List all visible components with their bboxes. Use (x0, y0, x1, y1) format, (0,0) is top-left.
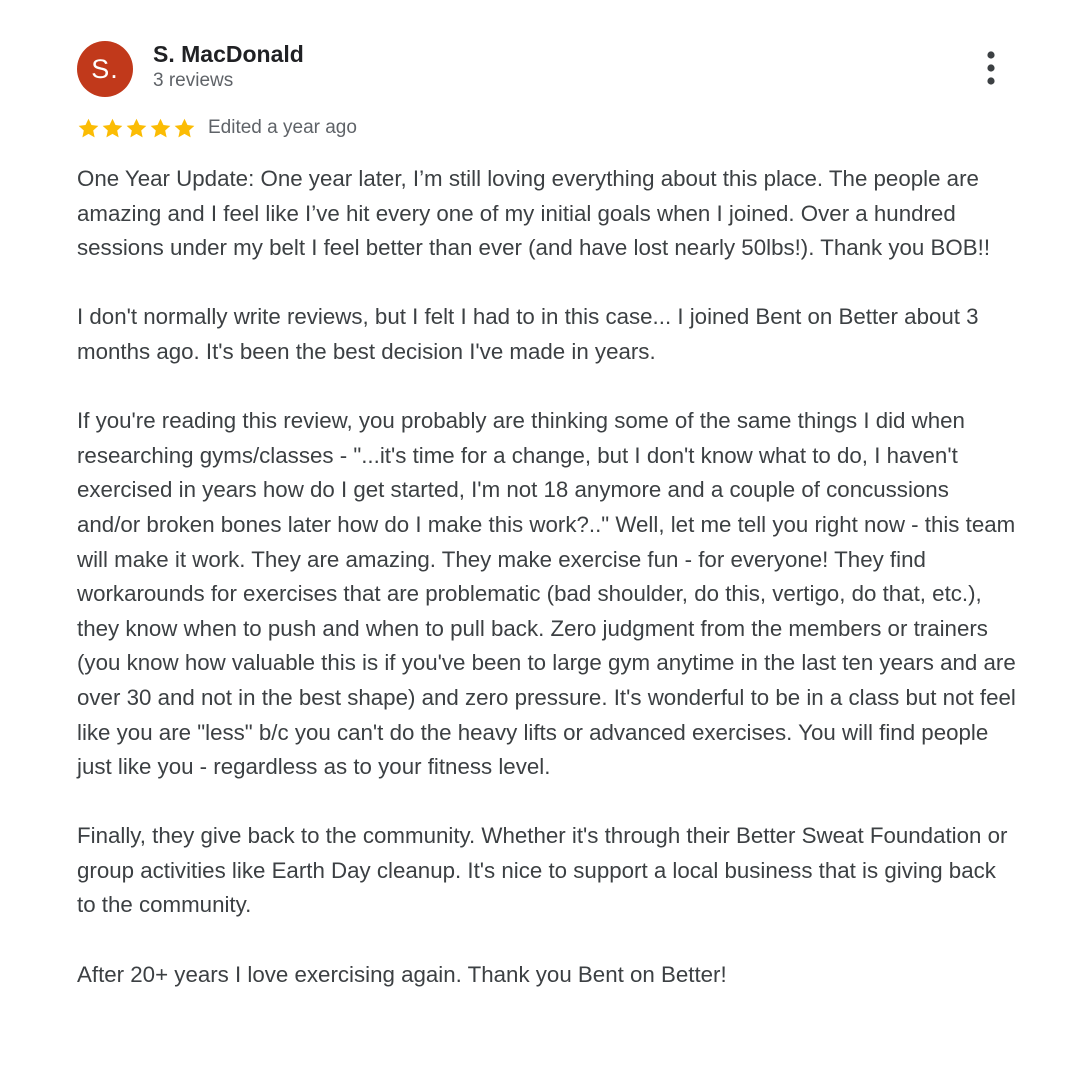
star-icon (149, 117, 172, 140)
review-paragraph: After 20+ years I love exercising again. Thank you Bent on Better! (77, 961, 727, 987)
review-paragraph: One Year Update: One year later, I’m still loving everything about this place. The people are amazing and I feel like I’ve hit every one of my initial goals when I joined. Over a hundred sessions under my belt I feel better than ever (and have lost nearly 50lbs!). Thank you BOB!! (77, 166, 991, 261)
rating-row (77, 114, 357, 142)
author-review-count: 3 reviews (153, 70, 234, 91)
author-name[interactable]: S. MacDonald (153, 41, 304, 67)
edited-timestamp: Edited a year ago (208, 117, 357, 138)
more-vert-icon (976, 48, 1006, 88)
review-paragraph: If you're reading this review, you probably are thinking some of the same things I did when researching gyms/classes - "...it's time for a change, but I don't know what to do, I haven't exercised in years how do I get started, I'm not 18 anymore and a couple of concussions and/or broken bones later how do I make this work?.." Well, let me tell you right now - this team will make it work. They are amazing. They make exercise fun - for everyone! They find workarounds for exercises that are problematic (bad shoulder, do this, vertigo, do that, etc.), they know when to push and when to pull back. Zero judgment from the members or trainers (you know how valuable this is if you've been to large gym anytime in the last ten years and are over 30 and not in the best shape) and zero pressure. It's wonderful to be in a class but not feel like you are "less" b/c you can't do the heavy lifts or advanced exercises. You will find people just like you - regardless as to your fitness level. (77, 408, 1016, 780)
review-paragraph: Finally, they give back to the community. Whether it's through their Better Sweat Foundation or group activities like Earth Day cleanup. It's nice to support a local business that is giving back to the community. (77, 823, 1008, 918)
review-paragraph: I don't normally write reviews, but I felt I had to in this case... I joined Bent on Better about 3 months ago. It's been the best decision I've made in years. (77, 304, 979, 364)
avatar[interactable]: S. (77, 41, 133, 97)
star-rating (77, 117, 197, 140)
star-icon (101, 117, 124, 140)
star-icon (77, 117, 100, 140)
star-icon (173, 117, 196, 140)
star-icon (125, 117, 148, 140)
more-options-button[interactable] (976, 48, 1006, 88)
review-text (77, 162, 1017, 992)
